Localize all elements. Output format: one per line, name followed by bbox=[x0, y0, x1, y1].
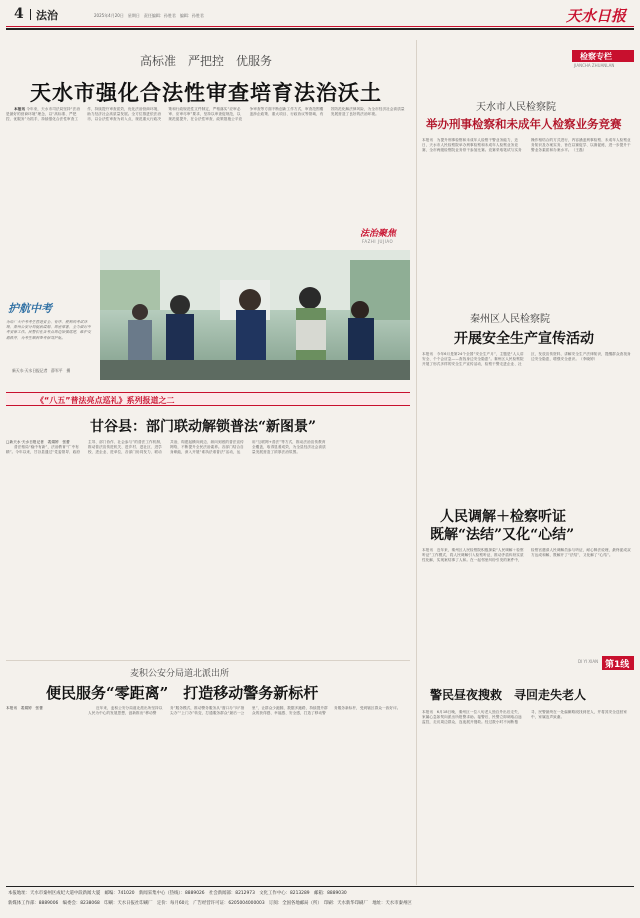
lead-kicker: 高标准 严把控 优服务 bbox=[140, 54, 273, 68]
lead-byline: 本报讯 bbox=[14, 107, 26, 111]
lead-body-text: 今年来，天水市司法局坚持“法治是最好的营商环境”理念，以“高标准、严把控、优服务”为抓手，持续强化合法性审查工作，持续提升审查质效，优化法治营商环境，助力经济社会高质量发展。全方位推进依法治市，以合法性审查为切入点，规范重大行政决策和行政规范性文件制定，严格落实“应审必审、应审尽审”要求，坚持以审查促规范，以规范促提升，在合法性审查、政策措施公平竞争审查等方面不断创新工作方式，审查范围覆盖涉企政策、重大项目、行政协议等领域，有效防范化解法律风险，为全市经济社会高质量发展营造了良好的法治环境。 bbox=[6, 107, 405, 122]
series-banner bbox=[6, 392, 410, 406]
rescue-headline: 警民昼夜搜救 寻回走失老人 bbox=[430, 688, 587, 702]
first-line-pinyin: DI YI XIAN bbox=[578, 659, 599, 664]
column-tag-pinyin: JIANCHA ZHUANLAN bbox=[574, 63, 615, 68]
series-banner-text: 《“八五”普法亮点巡礼》系列报道之二 bbox=[36, 396, 175, 405]
police-byline: 本报讯 裴娟婷 张蕾 bbox=[6, 706, 43, 710]
procuratorate-headline-3b: 既解“法结”又化“心结” bbox=[430, 527, 575, 543]
footer-line-2: 新媒体工作部：8889006 编委会：8238068 印刷：天水日报社印刷厂 定价：每月60元 广告经营许可证：6205004000003 订阅：全国各地邮局（所） 印刷：天水新华印刷厂 地址：天水市秦州区 bbox=[8, 901, 412, 906]
rescue-body: 本报讯 6月18日晚，秦州区一位八旬老人独自外出后走失，家属心急如焚向派出所报警求助。接警后，民警立即调取沿途监控，走访周边群众，连夜展开搜救。经过数小时不间断搜寻，民警最终在一处偏僻路段找到老人，并将其安全送回家中，家属连声致谢。 bbox=[422, 710, 628, 725]
header-divider bbox=[30, 9, 31, 20]
gangu-body-text: 普法格局“稳中有新”，法治教育“广中有精”。今年以来，甘谷县通过“党委领导、政府主导、部门协作、社会参与”的普法工作机制，推动普法宣传进机关、进乡村、进社区、进学校、进企业、进单位，各部门协同发力、联动共治，构建起横向到边、纵向到底的普法宣传网络，不断提升全民法治素养。各部门结合自身职能，深入开展“谁执法谁普法”活动，运用“互联网+普法”等方式，推动法治宣传教育全覆盖，取得显著成效，为全县经济社会高质量发展营造了浓厚法治氛围。 bbox=[6, 440, 326, 455]
photo-illustration bbox=[100, 250, 410, 380]
procuratorate-column-tag bbox=[572, 50, 634, 70]
first-line-tag bbox=[578, 656, 634, 678]
page-number: 4 bbox=[14, 6, 24, 22]
first-line-title: 第1线 bbox=[605, 660, 630, 670]
lead-headline: 天水市强化合法性审查培育法治沃土 bbox=[30, 80, 382, 105]
procuratorate-body-2: 本报讯 今年6月是第24个全国“安全生产月”，主题是“人人讲安全、个个会应急——查找身边安全隐患”。秦州区人民检察院开展了形式多样的安全生产宣传活动，检察干警走进企业、社区，发放宣传资料，讲解安全生产法律知识，提醒群众查找身边安全隐患，增强安全意识。（李晓婷） bbox=[422, 352, 631, 367]
footer-line-1: 本报地址：天水市秦州区成纪大道中段新闻大厦 邮编：741020 新闻采集中心（热线）：8889026 社会新闻部：8212973 文化工作中心：8213289 邮箱：8889030 bbox=[8, 891, 347, 896]
footer-rule bbox=[6, 886, 634, 887]
exam-security-photo bbox=[100, 250, 410, 380]
column-divider bbox=[416, 40, 417, 885]
procuratorate-headline-3: 人民调解＋检察听证 bbox=[440, 509, 566, 525]
column-tag-title: 检察专栏 bbox=[580, 52, 612, 61]
law-focus-title: 法治聚焦 bbox=[360, 229, 397, 239]
header-rule-dark bbox=[6, 28, 634, 30]
lead-body bbox=[6, 107, 406, 217]
law-focus-pinyin: FAZHI JUJIAO bbox=[362, 239, 394, 244]
header-rule bbox=[6, 26, 634, 27]
masthead: 天水日报 bbox=[565, 7, 626, 25]
police-headline: 便民服务“零距离” 打造移动警务新标杆 bbox=[46, 684, 319, 702]
police-kicker: 麦积公安分局道北派出所 bbox=[130, 669, 230, 679]
page-header bbox=[6, 6, 634, 24]
photo-caption-box bbox=[6, 300, 96, 380]
issue-meta: 2025年4月20日 星期日 责任编辑：孙胜君 编辑：孙胜君 bbox=[94, 13, 204, 18]
photo-caption-text: 为给广大中考考生营造安全、有序、便利的考试环境，秦州公安分局提前谋划、周密部署，全力做好中考安保工作。民警们在各考点周边加强巡逻，维护交通秩序，为考生顺利参考保驾护航。 bbox=[6, 320, 91, 340]
gangu-body bbox=[6, 440, 410, 658]
photo-credit: 新天水·天水日报记者 薛军平 摄 bbox=[12, 368, 71, 373]
photo-caption-title: 护航中考 bbox=[8, 302, 52, 315]
law-focus-tag bbox=[360, 226, 412, 248]
police-section-rule bbox=[6, 660, 410, 661]
gangu-byline: □新天水·天水日报记者 裴娟婷 张蕾 bbox=[6, 440, 70, 444]
procuratorate-name-2: 秦州区人民检察院 bbox=[470, 314, 550, 325]
police-body bbox=[6, 706, 410, 882]
gangu-headline: 甘谷县：部门联动解锁普法“新图景” bbox=[90, 419, 317, 435]
procuratorate-headline-2: 开展安全生产宣传活动 bbox=[454, 331, 594, 347]
procuratorate-name-1: 天水市人民检察院 bbox=[476, 102, 556, 113]
police-body-text: 近年来，麦积公安分局道北派出所坚持以人民为中心的发展思想，创新推出“移动警务”服务模式，推动警务服务从“窗口办”向“指尖办”“上门办”转变，打通服务群众“最后一公里”，让群众少跑腿、数据多跑路，持续提升群众的获得感、幸福感、安全感，打造了移动警务服务新标杆，受到辖区群众一致好评。 bbox=[88, 706, 401, 716]
procuratorate-body-1: 本报讯 为提升刑事检察和未成年人检察干警业务能力，近日，天水市人民检察院举办刑事检察和未成年人检察业务竞赛，全市两级检察院业务骨干参加比赛。竞赛采取笔试与实务操作相结合的方式进行，内容涵盖刑事检察、未成年人检察业务知识及办案实务，旨在以赛促学、以赛促练，进一步提升干警业务素质和办案水平。（王磊） bbox=[422, 138, 631, 153]
section-name: 法治 bbox=[36, 9, 58, 22]
procuratorate-headline-1: 举办刑事检察和未成年人检察业务竞赛 bbox=[426, 117, 622, 131]
procuratorate-body-3: 本报讯 近年来，秦州区人民检察院积极探索“人民调解＋检察听证”工作模式，将人民调解引入检察听证，推动矛盾纠纷实质性化解，实现案结事了人和。在一起邻里纠纷引发的案件中，检察官邀请人民调解员参与听证，耐心释法说理，最终促成双方达成和解，既解开了“法结”，又化解了“心结”。 bbox=[422, 548, 631, 563]
